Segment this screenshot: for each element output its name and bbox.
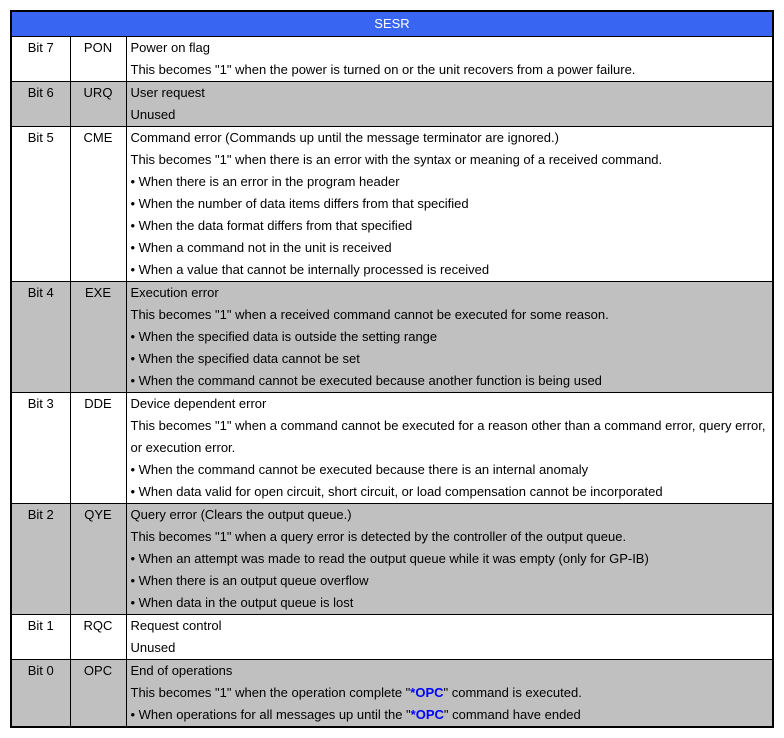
description-line	[131, 193, 769, 215]
description-line	[131, 637, 769, 659]
text-segment: • When the specified data is outside the setting range	[130, 329, 438, 344]
text-segment: " command is executed.	[443, 685, 582, 700]
bit-row	[11, 615, 773, 660]
description-line	[131, 393, 769, 415]
text-segment: End of operations	[130, 663, 233, 678]
text-segment: • When a command not in the unit is received	[130, 240, 392, 255]
bit-label: Bit 3	[11, 393, 70, 504]
description-line	[131, 37, 769, 59]
description-line	[131, 304, 769, 326]
text-segment: Command error (Commands up until the message terminator are ignored.)	[130, 130, 559, 145]
description-line	[131, 237, 769, 259]
text-segment: • When the command cannot be executed because another function is being used	[130, 373, 602, 388]
bit-description	[126, 282, 773, 393]
bit-label: Bit 2	[11, 504, 70, 615]
description-line	[131, 348, 769, 370]
text-segment: • When the command cannot be executed because there is an internal anomaly	[130, 462, 589, 477]
sesr-table-body	[11, 11, 773, 727]
description-line	[131, 548, 769, 570]
text-segment: Query error (Clears the output queue.)	[130, 507, 352, 522]
bit-label: Bit 6	[11, 82, 70, 127]
description-line	[131, 282, 769, 304]
text-segment: • When there is an output queue overflow	[130, 573, 369, 588]
bit-description	[126, 37, 773, 82]
command-text: *OPC	[410, 707, 444, 722]
text-segment: • When an attempt was made to read the output queue while it was empty (only for GP-IB)	[130, 551, 649, 566]
header-row	[11, 11, 773, 37]
bit-row	[11, 82, 773, 127]
text-segment: This becomes "1" when the power is turned on or the unit recovers from a power failure.	[130, 62, 636, 77]
bit-row	[11, 393, 773, 504]
bit-label: Bit 4	[11, 282, 70, 393]
text-segment: Power on flag	[130, 40, 210, 55]
bit-description	[126, 127, 773, 282]
text-segment: Request control	[130, 618, 222, 633]
sesr-table	[10, 10, 774, 728]
text-segment: Unused	[130, 107, 176, 122]
text-segment: " command have ended	[443, 707, 581, 722]
description-line	[131, 526, 769, 548]
bit-description	[126, 504, 773, 615]
text-segment: • When data valid for open circuit, short circuit, or load compensation cannot be incorporated	[130, 484, 663, 499]
text-segment: Unused	[130, 640, 176, 655]
bit-mnemonic: CME	[70, 127, 126, 282]
bit-row	[11, 282, 773, 393]
description-line	[131, 370, 769, 392]
description-line	[131, 259, 769, 281]
description-line	[131, 149, 769, 171]
bit-row	[11, 660, 773, 728]
text-segment: Device dependent error	[130, 396, 267, 411]
description-line	[131, 215, 769, 237]
description-line	[131, 127, 769, 149]
description-line	[131, 504, 769, 526]
bit-row	[11, 37, 773, 82]
bit-description	[126, 82, 773, 127]
bit-mnemonic: DDE	[70, 393, 126, 504]
bit-mnemonic: RQC	[70, 615, 126, 660]
description-line	[131, 459, 769, 481]
bit-row	[11, 127, 773, 282]
bit-label: Bit 7	[11, 37, 70, 82]
text-segment: This becomes "1" when a command cannot be executed for a reason other than a command error, query error, or execution error.	[130, 418, 766, 455]
bit-mnemonic: EXE	[70, 282, 126, 393]
description-line	[131, 104, 769, 126]
text-segment: • When the specified data cannot be set	[130, 351, 360, 366]
command-text: *OPC	[410, 685, 444, 700]
bit-mnemonic: OPC	[70, 660, 126, 728]
text-segment: • When the data format differs from that specified	[130, 218, 413, 233]
text-segment: User request	[130, 85, 205, 100]
text-segment: • When a value that cannot be internally processed is received	[130, 262, 490, 277]
table-title: SESR	[11, 11, 773, 37]
bit-label: Bit 1	[11, 615, 70, 660]
text-segment: This becomes "1" when there is an error with the syntax or meaning of a received command.	[130, 152, 663, 167]
bit-description	[126, 615, 773, 660]
text-segment: • When there is an error in the program header	[130, 174, 400, 189]
description-line	[131, 481, 769, 503]
bit-mnemonic: QYE	[70, 504, 126, 615]
description-line	[131, 704, 769, 726]
description-line	[131, 615, 769, 637]
text-segment: • When operations for all messages up until the "	[130, 707, 411, 722]
bit-label: Bit 5	[11, 127, 70, 282]
description-line	[131, 570, 769, 592]
description-line	[131, 682, 769, 704]
description-line	[131, 660, 769, 682]
bit-mnemonic: PON	[70, 37, 126, 82]
description-line	[131, 592, 769, 614]
text-segment: This becomes "1" when a query error is detected by the controller of the output queue.	[130, 529, 627, 544]
description-line	[131, 59, 769, 81]
description-line	[131, 82, 769, 104]
bit-mnemonic: URQ	[70, 82, 126, 127]
text-segment: This becomes "1" when a received command cannot be executed for some reason.	[130, 307, 609, 322]
text-segment: • When data in the output queue is lost	[130, 595, 354, 610]
bit-row	[11, 504, 773, 615]
bit-description	[126, 393, 773, 504]
text-segment: This becomes "1" when the operation complete "	[130, 685, 411, 700]
bit-label: Bit 0	[11, 660, 70, 728]
description-line	[131, 171, 769, 193]
text-segment: • When the number of data items differs from that specified	[130, 196, 469, 211]
description-line	[131, 326, 769, 348]
text-segment: Execution error	[130, 285, 219, 300]
description-line	[131, 415, 769, 459]
bit-description	[126, 660, 773, 728]
